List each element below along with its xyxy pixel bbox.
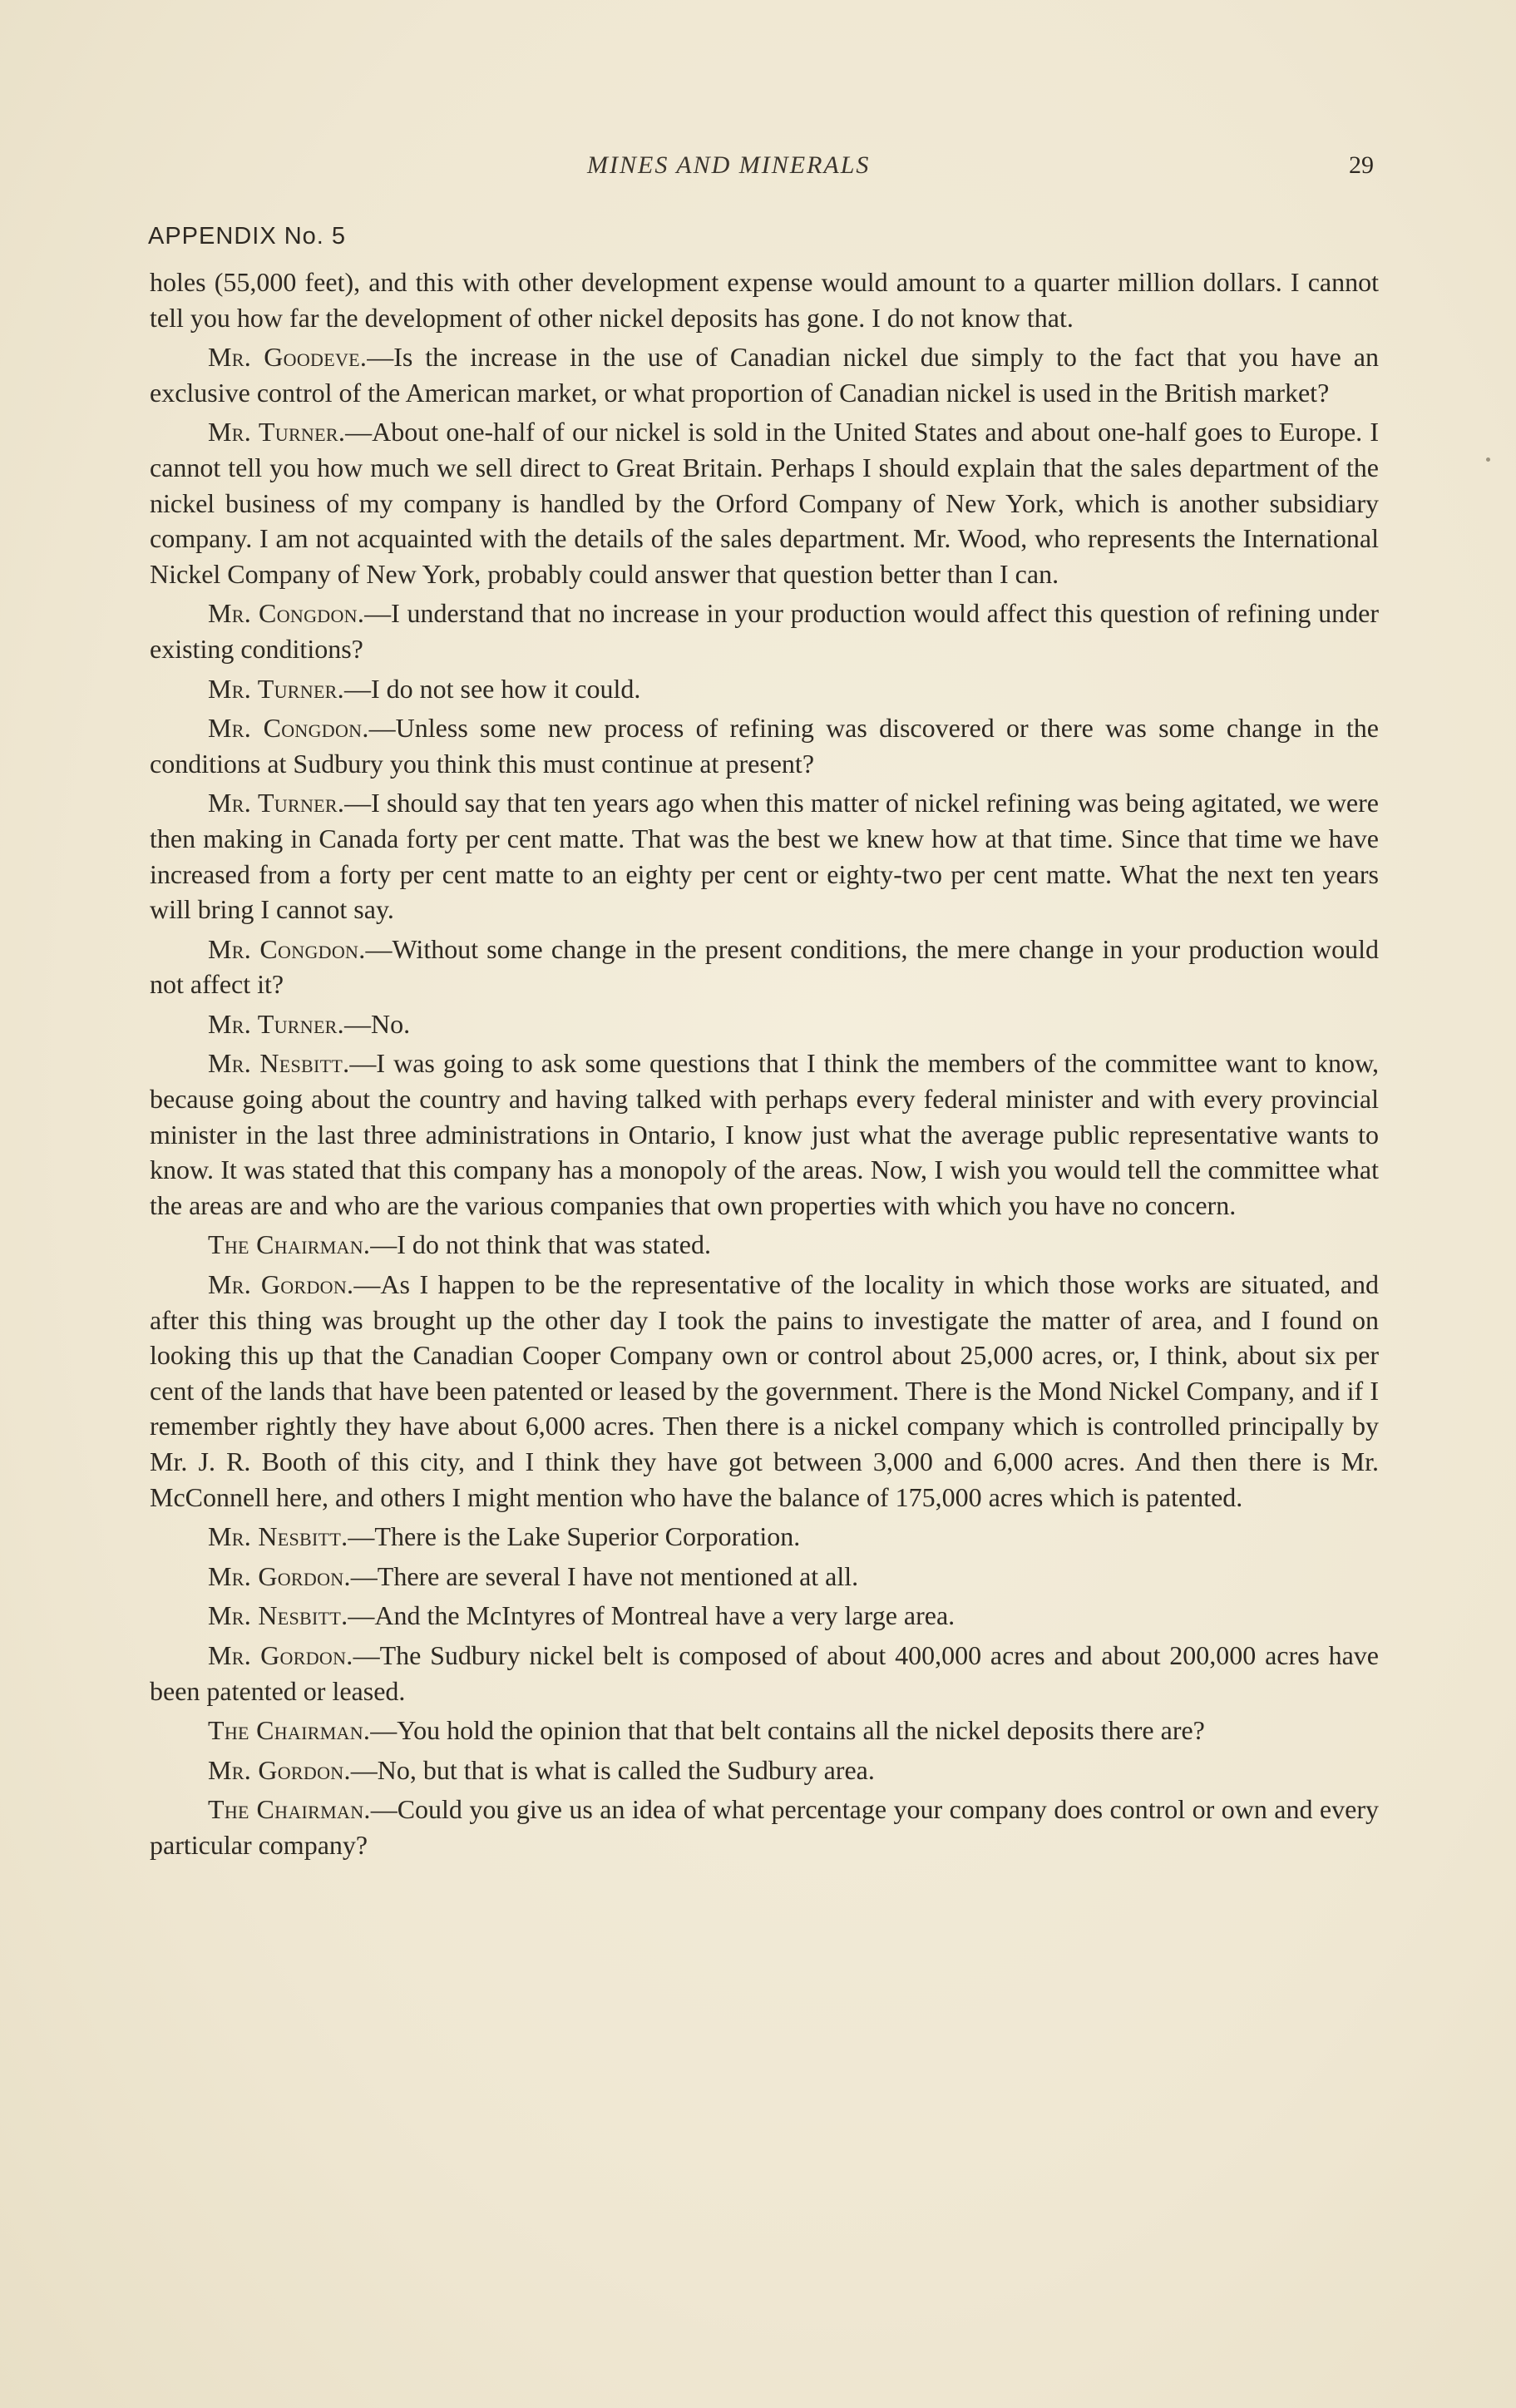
paper-speck	[1486, 457, 1490, 462]
paragraph	[150, 1598, 1379, 1634]
paragraph-text: —Without some change in the present conditions, the mere change in your production would not affect it?	[150, 933, 1380, 1000]
speaker-name: Mr. Congdon.	[208, 933, 366, 964]
paragraph-text: —About one-half of our nickel is sold in the United States and about one-half goes to Europe. I cannot tell you how much we sell direct to Great Britain. Perhaps I should explain that the sales department of the nickel business of my company is handled by the Orford Company of New York, which is another subsidiary company. I am not acquainted with the details of the sales department. Mr. Wood, who represents the International Nickel Company of New York, probably could answer that question better than I can.	[150, 417, 1379, 589]
paragraph-text: —No.	[343, 1008, 411, 1039]
speaker-name: Mr. Turner.	[208, 788, 345, 818]
speaker-name: Mr. Turner.	[208, 1008, 344, 1039]
speaker-name: Mr. Nesbitt.	[208, 1521, 348, 1552]
paragraph	[150, 265, 1379, 335]
paragraph-text: —I do not see how it could.	[343, 673, 641, 704]
speaker-name: Mr. Gordon.	[208, 1639, 353, 1670]
speaker-name: Mr. Gordon.	[208, 1560, 351, 1591]
paragraph	[150, 596, 1379, 666]
paragraph	[150, 671, 1379, 707]
speaker-name: The Chairman.	[208, 1229, 371, 1260]
appendix-label: APPENDIX No. 5	[148, 223, 347, 250]
paragraph-text: —Unless some new process of refining was discovered or there was some change in the conditions at Sudbury you think this must continue at present?	[150, 713, 1379, 779]
paragraph-text: —There are several I have not mentioned at all.	[350, 1560, 859, 1591]
paragraph	[150, 785, 1379, 927]
paragraph	[150, 1006, 1379, 1042]
paragraph-text: —The Sudbury nickel belt is composed of about 400,000 acres and about 200,000 acres have been patented or leased.	[150, 1639, 1380, 1706]
speaker-name: Mr. Congdon.	[208, 713, 369, 744]
paragraph	[150, 339, 1379, 410]
paragraph-text: —And the McIntyres of Montreal have a very large area.	[348, 1600, 956, 1631]
speaker-name: Mr. Goodeve.	[208, 342, 368, 373]
paragraph	[150, 1559, 1379, 1595]
testimony-text	[150, 265, 1379, 1867]
paragraph	[150, 1519, 1379, 1555]
paragraph	[150, 1227, 1379, 1263]
paragraph-text: holes (55,000 feet), and this with other development expense would amount to a quarter million dollars. I cannot tell you how far the development of other nickel deposits has gone. I do not know that.	[150, 267, 1379, 333]
paragraph	[150, 1638, 1379, 1708]
speaker-name: Mr. Nesbitt.	[208, 1048, 350, 1079]
speaker-name: The Chairman.	[208, 1794, 371, 1825]
paragraph-text: —No, but that is what is called the Sudbury area.	[350, 1754, 875, 1785]
paragraph-text: —I understand that no increase in your production would affect this question of refining under existing conditions?	[150, 598, 1379, 664]
paragraph-text: —I should say that ten years ago when this matter of nickel refining was being agitated, we were then making in Canada forty per cent matte. That was the best we knew how at that time. Since that time we have increased from a forty per cent matte to an eighty per cent or eighty-two per cent matte. What the next ten years will bring I cannot say.	[150, 788, 1379, 925]
paragraph-text: —There is the Lake Superior Corporation.	[348, 1521, 801, 1552]
paragraph	[150, 1792, 1379, 1862]
paragraph-text: —I was going to ask some questions that I think the members of the committee want to know, because going about the country and having talked with perhaps every federal minister and with every provincial minister in the last three administrations in Ontario, I know just what the average public representative wants to know. It was stated that this company has a monopoly of the areas. Now, I wish you would tell the committee what the areas are and who are the various companies that own properties with which you have no concern.	[150, 1048, 1379, 1220]
paragraph	[150, 1267, 1379, 1515]
page-number: 29	[1349, 151, 1374, 179]
paragraph-text: —Could you give us an idea of what percentage your company does control or own and every particular company?	[150, 1794, 1379, 1860]
speaker-name: Mr. Nesbitt.	[208, 1600, 348, 1631]
running-header	[0, 151, 1516, 185]
paragraph-text: —I do not think that was stated.	[370, 1229, 711, 1260]
paragraph	[150, 1046, 1379, 1223]
speaker-name: Mr. Gordon.	[208, 1754, 351, 1785]
paragraph	[150, 414, 1379, 591]
paragraph	[150, 1753, 1379, 1788]
paragraph	[150, 710, 1379, 781]
paragraph-text: —Is the increase in the use of Canadian nickel due simply to the fact that you have an exclusive control of the American market, or what proportion of Canadian nickel is used in the British market?	[150, 342, 1380, 408]
paragraph	[150, 1713, 1379, 1748]
speaker-name: Mr. Gordon.	[208, 1269, 354, 1300]
speaker-name: Mr. Turner.	[208, 417, 346, 447]
paragraph-text: —As I happen to be the representative of the locality in which those works are situated, and after this thing was brought up the other day I took the pains to investigate the matter of area, and I found on looking this up that the Canadian Cooper Company own or control about 25,000 acres, or, I think, about six per cent of the lands that have been patented or leased by the government. There is the Mond Nickel Company, and if I remember rightly they have about 6,000 acres. Then there is a nickel company which is controlled principally by Mr. J. R. Booth of this city, and I think they have got between 3,000 and 6,000 acres. And then there is Mr. McConnell here, and others I might mention who have the balance of 175,000 acres which is patented.	[150, 1269, 1379, 1512]
paragraph	[150, 932, 1379, 1002]
speaker-name: Mr. Congdon.	[208, 598, 365, 629]
speaker-name: Mr. Turner.	[208, 673, 344, 704]
running-title: MINES AND MINERALS	[587, 151, 871, 179]
speaker-name: The Chairman.	[208, 1715, 371, 1746]
paragraph-text: —You hold the opinion that that belt contains all the nickel deposits there are?	[370, 1715, 1205, 1746]
